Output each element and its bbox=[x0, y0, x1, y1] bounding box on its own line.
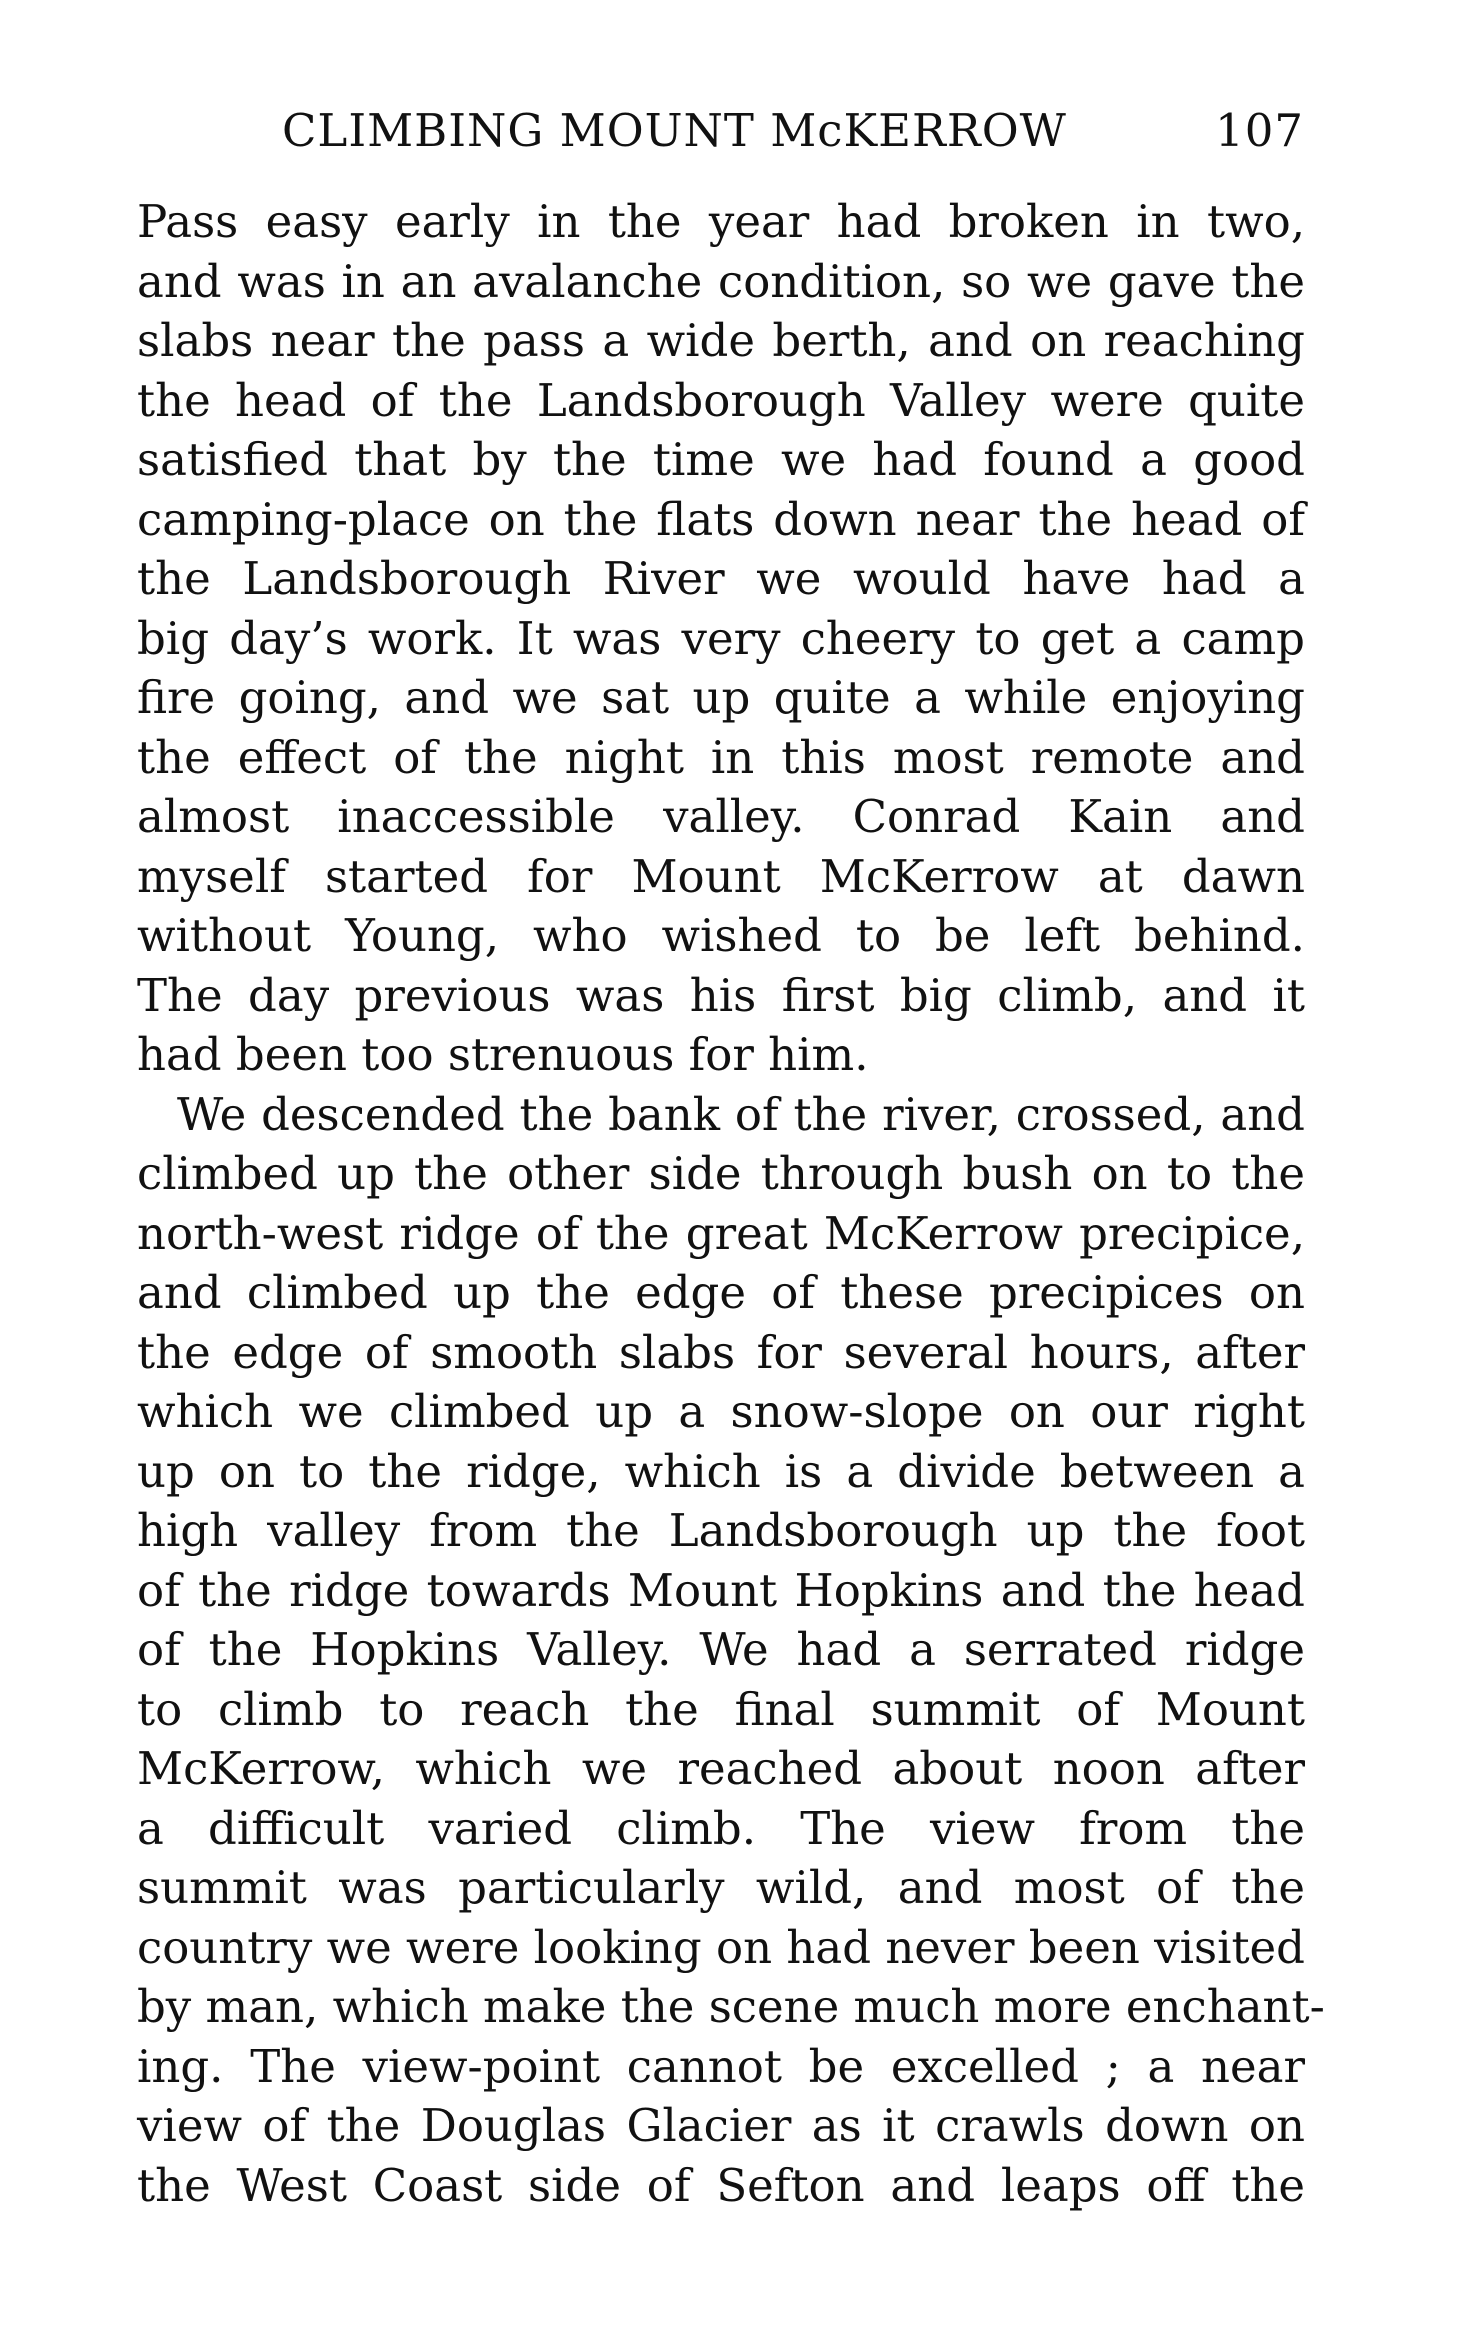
text-line: to climb to reach the final summit of Mount bbox=[137, 1682, 1305, 1736]
text-line: climbed up the other side through bush on to the bbox=[137, 1147, 1305, 1200]
text-line: the head of the Landsborough Valley were quite bbox=[137, 373, 1305, 427]
text-line: satisfied that by the time we had found a good bbox=[137, 433, 1305, 486]
text-line: myself started for Mount McKerrow at dawn bbox=[137, 849, 1305, 903]
page-number: 107 bbox=[1215, 104, 1304, 157]
text-line: country we were looking on had never been visited bbox=[137, 1920, 1305, 1974]
text-line: Pass easy early in the year had broken in two, bbox=[137, 195, 1305, 248]
text-line: slabs near the pass a wide berth, and on reaching bbox=[137, 314, 1305, 367]
text-line: up on to the ridge, which is a divide between a bbox=[137, 1444, 1305, 1498]
text-line: the West Coast side of Sefton and leaps off the bbox=[137, 2158, 1305, 2212]
text-line: and climbed up the edge of these precipices on bbox=[137, 1266, 1305, 1319]
text-line: We descended the bank of the river, crossed, and bbox=[177, 1087, 1305, 1141]
text-line: camping-place on the flats down near the head of bbox=[137, 492, 1305, 546]
text-line: north-west ridge of the great McKerrow precipice, bbox=[137, 1206, 1305, 1260]
text-line: high valley from the Landsborough up the foot bbox=[137, 1504, 1305, 1557]
paragraph-2 bbox=[137, 1085, 1325, 2216]
text-line: which we climbed up a snow-slope on our right bbox=[137, 1385, 1305, 1438]
text-line: The day previous was his first big climb, and it bbox=[137, 968, 1305, 1022]
text-line: fire going, and we sat up quite a while enjoying bbox=[137, 671, 1305, 724]
text-line: the edge of smooth slabs for several hours, after bbox=[137, 1325, 1305, 1379]
text-line: McKerrow, which we reached about noon after bbox=[137, 1742, 1305, 1795]
text-line: view of the Douglas Glacier as it crawls down on bbox=[137, 2099, 1305, 2152]
running-head-title: CLIMBING MOUNT McKERROW bbox=[282, 104, 1067, 157]
text-line: the Landsborough River we would have had a bbox=[137, 552, 1305, 605]
text-line: of the Hopkins Valley. We had a serrated ridge bbox=[137, 1623, 1305, 1676]
text-line: the effect of the night in this most remote and bbox=[137, 730, 1305, 784]
text-line: had been too strenuous for him. bbox=[137, 1028, 869, 1081]
text-line: by man, which make the scene much more enchant- bbox=[137, 1980, 1325, 2033]
text-line: big day’s work. It was very cheery to get a camp bbox=[137, 611, 1305, 665]
running-head bbox=[282, 96, 1304, 166]
text-line: summit was particularly wild, and most of the bbox=[137, 1861, 1305, 1914]
text-line: without Young, who wished to be left behind. bbox=[137, 909, 1305, 962]
text-line: of the ridge towards Mount Hopkins and the head bbox=[137, 1563, 1305, 1617]
text-line: ing. The view-point cannot be excelled ; a near bbox=[137, 2039, 1305, 2093]
paragraph-1 bbox=[137, 192, 1305, 1085]
body-text bbox=[137, 192, 1325, 2215]
text-line: a difficult varied climb. The view from the bbox=[137, 1801, 1305, 1855]
text-line: and was in an avalanche condition, so we gave the bbox=[137, 254, 1305, 308]
text-line: almost inaccessible valley. Conrad Kain and bbox=[137, 790, 1305, 843]
